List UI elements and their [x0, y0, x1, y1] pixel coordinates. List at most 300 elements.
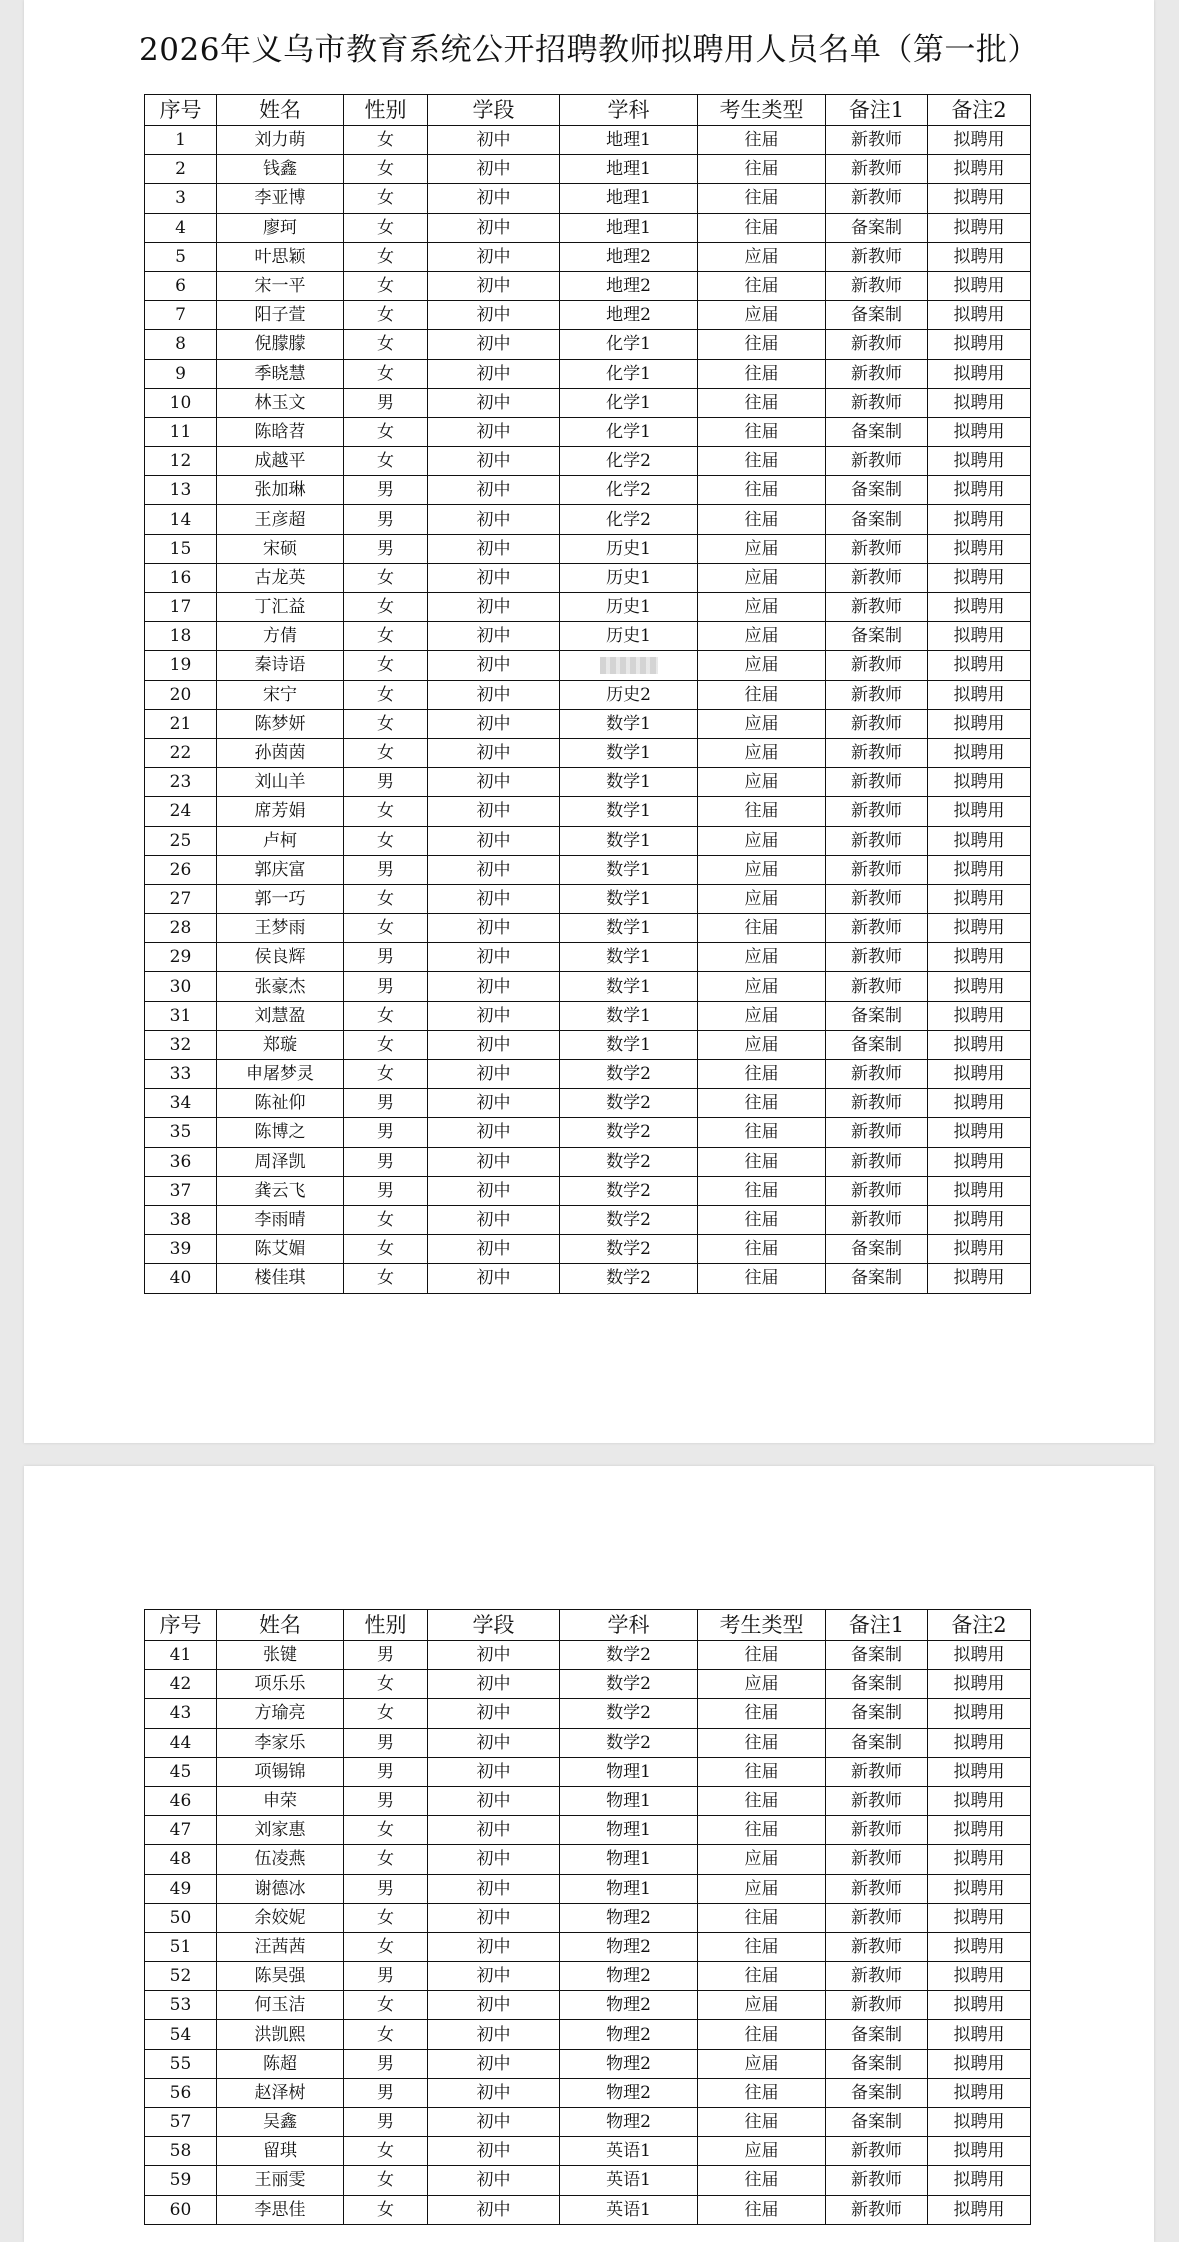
cell-note-2: 拟聘用 — [928, 563, 1031, 592]
table-row — [145, 1030, 1031, 1059]
cell-gender: 女 — [344, 213, 428, 242]
cell-stage: 初中 — [428, 213, 560, 242]
cell-note-2: 拟聘用 — [928, 126, 1031, 155]
cell-no: 38 — [145, 1205, 217, 1234]
cell-gender: 女 — [344, 126, 428, 155]
cell-candidate-type: 往届 — [698, 388, 826, 417]
cell-stage: 初中 — [428, 651, 560, 680]
cell-stage: 初中 — [428, 476, 560, 505]
cell-name: 陈博之 — [217, 1118, 344, 1147]
table-row — [145, 1235, 1031, 1264]
cell-no: 57 — [145, 2108, 217, 2137]
cell-subject: 历史2 — [560, 680, 698, 709]
cell-stage: 初中 — [428, 2078, 560, 2107]
cell-name: 张加琳 — [217, 476, 344, 505]
cell-stage: 初中 — [428, 1699, 560, 1728]
cell-gender: 女 — [344, 417, 428, 446]
cell-name: 余姣妮 — [217, 1903, 344, 1932]
table-row — [145, 242, 1031, 271]
table-row — [145, 330, 1031, 359]
cell-note-2: 拟聘用 — [928, 213, 1031, 242]
cell-gender: 男 — [344, 2078, 428, 2107]
cell-note-1: 新教师 — [826, 826, 928, 855]
cell-candidate-type: 往届 — [698, 2195, 826, 2224]
cell-stage: 初中 — [428, 1962, 560, 1991]
cell-subject: 英语1 — [560, 2166, 698, 2195]
cell-subject: 数学2 — [560, 1118, 698, 1147]
cell-note-2: 拟聘用 — [928, 1699, 1031, 1728]
cell-no: 60 — [145, 2195, 217, 2224]
cell-no: 29 — [145, 943, 217, 972]
cell-name: 陈艾媚 — [217, 1235, 344, 1264]
cell-no: 11 — [145, 417, 217, 446]
cell-candidate-type: 往届 — [698, 1118, 826, 1147]
cell-candidate-type: 往届 — [698, 1728, 826, 1757]
cell-candidate-type: 往届 — [698, 126, 826, 155]
table-row — [145, 709, 1031, 738]
cell-note-1: 新教师 — [826, 388, 928, 417]
table-row — [145, 213, 1031, 242]
cell-candidate-type: 应届 — [698, 1030, 826, 1059]
cell-note-1: 新教师 — [826, 680, 928, 709]
document-page-2 — [24, 1466, 1154, 2242]
header-gender: 性别 — [344, 95, 428, 126]
cell-subject: 物理1 — [560, 1874, 698, 1903]
cell-stage: 初中 — [428, 914, 560, 943]
cell-note-1: 新教师 — [826, 972, 928, 1001]
table-row — [145, 884, 1031, 913]
table-row — [145, 534, 1031, 563]
cell-subject: 物理1 — [560, 1816, 698, 1845]
table-row — [145, 301, 1031, 330]
cell-name: 方倩 — [217, 622, 344, 651]
cell-subject — [560, 651, 698, 680]
cell-candidate-type: 应届 — [698, 2049, 826, 2078]
cell-note-1: 新教师 — [826, 447, 928, 476]
cell-gender: 女 — [344, 1816, 428, 1845]
table-row — [145, 1205, 1031, 1234]
cell-name: 卢柯 — [217, 826, 344, 855]
cell-candidate-type: 往届 — [698, 271, 826, 300]
cell-note-1: 新教师 — [826, 242, 928, 271]
cell-gender: 女 — [344, 301, 428, 330]
cell-gender: 女 — [344, 1699, 428, 1728]
cell-no: 36 — [145, 1147, 217, 1176]
table-row — [145, 1001, 1031, 1030]
cell-gender: 女 — [344, 2137, 428, 2166]
cell-note-1: 新教师 — [826, 593, 928, 622]
cell-name: 陈祉仰 — [217, 1089, 344, 1118]
cell-name: 李亚博 — [217, 184, 344, 213]
cell-gender: 女 — [344, 2195, 428, 2224]
cell-candidate-type: 往届 — [698, 330, 826, 359]
cell-candidate-type: 应届 — [698, 593, 826, 622]
cell-gender: 女 — [344, 651, 428, 680]
cell-note-2: 拟聘用 — [928, 2166, 1031, 2195]
cell-candidate-type: 应届 — [698, 884, 826, 913]
cell-no: 18 — [145, 622, 217, 651]
cell-note-1: 新教师 — [826, 1991, 928, 2020]
table-row — [145, 1728, 1031, 1757]
cell-no: 2 — [145, 155, 217, 184]
page-title: 2026年义乌市教育系统公开招聘教师拟聘用人员名单（第一批） — [139, 32, 1039, 68]
cell-subject: 数学2 — [560, 1264, 698, 1293]
cell-name: 伍凌燕 — [217, 1845, 344, 1874]
cell-no: 55 — [145, 2049, 217, 2078]
cell-note-2: 拟聘用 — [928, 593, 1031, 622]
cell-stage: 初中 — [428, 184, 560, 213]
document-page-1 — [24, 0, 1154, 1443]
cell-no: 49 — [145, 1874, 217, 1903]
cell-name: 刘力萌 — [217, 126, 344, 155]
cell-candidate-type: 应届 — [698, 242, 826, 271]
cell-subject: 物理2 — [560, 2108, 698, 2137]
cell-candidate-type: 应届 — [698, 826, 826, 855]
cell-gender: 男 — [344, 1757, 428, 1786]
cell-stage: 初中 — [428, 1176, 560, 1205]
cell-no: 19 — [145, 651, 217, 680]
cell-note-1: 新教师 — [826, 1962, 928, 1991]
header-note-1: 备注1 — [826, 95, 928, 126]
cell-name: 申荣 — [217, 1786, 344, 1815]
cell-name: 侯良辉 — [217, 943, 344, 972]
cell-note-2: 拟聘用 — [928, 2020, 1031, 2049]
cell-subject: 数学1 — [560, 972, 698, 1001]
cell-candidate-type: 往届 — [698, 1147, 826, 1176]
cell-gender: 女 — [344, 359, 428, 388]
cell-note-2: 拟聘用 — [928, 709, 1031, 738]
cell-no: 46 — [145, 1786, 217, 1815]
table-row — [145, 797, 1031, 826]
cell-note-2: 拟聘用 — [928, 1991, 1031, 2020]
cell-name: 李雨晴 — [217, 1205, 344, 1234]
header-stage: 学段 — [428, 95, 560, 126]
cell-stage: 初中 — [428, 2195, 560, 2224]
cell-no: 3 — [145, 184, 217, 213]
table-row — [145, 2049, 1031, 2078]
table-row — [145, 1147, 1031, 1176]
cell-note-1: 新教师 — [826, 709, 928, 738]
cell-gender: 女 — [344, 1670, 428, 1699]
cell-note-2: 拟聘用 — [928, 1903, 1031, 1932]
cell-gender: 女 — [344, 1903, 428, 1932]
cell-note-1: 备案制 — [826, 1641, 928, 1670]
cell-gender: 男 — [344, 1147, 428, 1176]
cell-gender: 女 — [344, 2166, 428, 2195]
cell-note-2: 拟聘用 — [928, 826, 1031, 855]
cell-name: 洪凯熙 — [217, 2020, 344, 2049]
cell-no: 13 — [145, 476, 217, 505]
header-name: 姓名 — [217, 1610, 344, 1641]
cell-name: 郭一巧 — [217, 884, 344, 913]
cell-gender: 女 — [344, 884, 428, 913]
cell-note-2: 拟聘用 — [928, 330, 1031, 359]
cell-note-2: 拟聘用 — [928, 2108, 1031, 2137]
cell-gender: 女 — [344, 1932, 428, 1961]
cell-candidate-type: 往届 — [698, 213, 826, 242]
cell-subject: 物理1 — [560, 1845, 698, 1874]
cell-note-1: 新教师 — [826, 1118, 928, 1147]
cell-no: 59 — [145, 2166, 217, 2195]
cell-note-2: 拟聘用 — [928, 1728, 1031, 1757]
cell-subject: 化学2 — [560, 447, 698, 476]
cell-candidate-type: 应届 — [698, 622, 826, 651]
cell-name: 古龙英 — [217, 563, 344, 592]
header-note-1: 备注1 — [826, 1610, 928, 1641]
cell-note-2: 拟聘用 — [928, 914, 1031, 943]
header-gender: 性别 — [344, 1610, 428, 1641]
cell-subject: 数学1 — [560, 1001, 698, 1030]
cell-note-2: 拟聘用 — [928, 768, 1031, 797]
cell-subject: 数学1 — [560, 797, 698, 826]
cell-no: 28 — [145, 914, 217, 943]
cell-name: 席芳娟 — [217, 797, 344, 826]
cell-no: 56 — [145, 2078, 217, 2107]
cell-gender: 女 — [344, 1030, 428, 1059]
table-row — [145, 2137, 1031, 2166]
table-row — [145, 914, 1031, 943]
cell-note-2: 拟聘用 — [928, 1205, 1031, 1234]
cell-name: 申屠梦灵 — [217, 1060, 344, 1089]
cell-note-1: 新教师 — [826, 943, 928, 972]
cell-no: 37 — [145, 1176, 217, 1205]
table-row — [145, 1118, 1031, 1147]
cell-subject: 历史1 — [560, 622, 698, 651]
cell-note-2: 拟聘用 — [928, 242, 1031, 271]
cell-stage: 初中 — [428, 972, 560, 1001]
cell-stage: 初中 — [428, 126, 560, 155]
cell-no: 23 — [145, 768, 217, 797]
cell-candidate-type: 往届 — [698, 914, 826, 943]
cell-candidate-type: 应届 — [698, 738, 826, 767]
cell-note-2: 拟聘用 — [928, 2078, 1031, 2107]
cell-no: 17 — [145, 593, 217, 622]
table-row — [145, 1089, 1031, 1118]
cell-subject: 数学1 — [560, 914, 698, 943]
cell-stage: 初中 — [428, 1264, 560, 1293]
cell-candidate-type: 往届 — [698, 1816, 826, 1845]
cell-name: 张键 — [217, 1641, 344, 1670]
cell-subject: 地理2 — [560, 242, 698, 271]
cell-stage: 初中 — [428, 2137, 560, 2166]
cell-gender: 女 — [344, 1991, 428, 2020]
cell-gender: 男 — [344, 1089, 428, 1118]
cell-note-2: 拟聘用 — [928, 2049, 1031, 2078]
cell-candidate-type: 应届 — [698, 301, 826, 330]
cell-subject: 地理1 — [560, 213, 698, 242]
header-note-2: 备注2 — [928, 95, 1031, 126]
cell-no: 12 — [145, 447, 217, 476]
cell-no: 27 — [145, 884, 217, 913]
cell-gender: 男 — [344, 476, 428, 505]
cell-subject: 数学1 — [560, 768, 698, 797]
cell-subject: 物理2 — [560, 2078, 698, 2107]
cell-name: 季晓慧 — [217, 359, 344, 388]
cell-gender: 男 — [344, 972, 428, 1001]
cell-subject: 化学1 — [560, 388, 698, 417]
cell-subject: 数学1 — [560, 738, 698, 767]
cell-note-1: 新教师 — [826, 1786, 928, 1815]
cell-candidate-type: 往届 — [698, 2020, 826, 2049]
cell-stage: 初中 — [428, 155, 560, 184]
cell-note-2: 拟聘用 — [928, 534, 1031, 563]
cell-no: 4 — [145, 213, 217, 242]
cell-note-1: 新教师 — [826, 1205, 928, 1234]
cell-subject: 地理1 — [560, 184, 698, 213]
cell-name: 谢德冰 — [217, 1874, 344, 1903]
cell-gender: 女 — [344, 797, 428, 826]
cell-stage: 初中 — [428, 1932, 560, 1961]
cell-note-1: 备案制 — [826, 2078, 928, 2107]
table-row — [145, 1874, 1031, 1903]
cell-note-2: 拟聘用 — [928, 476, 1031, 505]
cell-subject: 化学1 — [560, 330, 698, 359]
cell-subject: 历史1 — [560, 593, 698, 622]
header-note-2: 备注2 — [928, 1610, 1031, 1641]
cell-gender: 女 — [344, 1001, 428, 1030]
cell-note-1: 新教师 — [826, 155, 928, 184]
cell-stage: 初中 — [428, 622, 560, 651]
table-row — [145, 505, 1031, 534]
cell-name: 刘家惠 — [217, 1816, 344, 1845]
cell-no: 30 — [145, 972, 217, 1001]
cell-stage: 初中 — [428, 855, 560, 884]
cell-name: 陈超 — [217, 2049, 344, 2078]
cell-no: 51 — [145, 1932, 217, 1961]
cell-subject: 地理2 — [560, 301, 698, 330]
cell-note-1: 备案制 — [826, 417, 928, 446]
cell-note-1: 新教师 — [826, 1147, 928, 1176]
cell-stage: 初中 — [428, 1147, 560, 1176]
cell-note-2: 拟聘用 — [928, 505, 1031, 534]
cell-candidate-type: 往届 — [698, 1060, 826, 1089]
cell-no: 24 — [145, 797, 217, 826]
cell-stage: 初中 — [428, 330, 560, 359]
cell-gender: 男 — [344, 855, 428, 884]
cell-note-1: 备案制 — [826, 2108, 928, 2137]
cell-note-2: 拟聘用 — [928, 622, 1031, 651]
cell-subject: 数学2 — [560, 1699, 698, 1728]
table-row — [145, 1641, 1031, 1670]
cell-note-1: 新教师 — [826, 1060, 928, 1089]
cell-gender: 男 — [344, 505, 428, 534]
cell-name: 项乐乐 — [217, 1670, 344, 1699]
table-row — [145, 1264, 1031, 1293]
cell-gender: 男 — [344, 1962, 428, 1991]
cell-subject: 数学2 — [560, 1235, 698, 1264]
cell-note-1: 备案制 — [826, 2020, 928, 2049]
cell-note-1: 新教师 — [826, 1816, 928, 1845]
cell-gender: 男 — [344, 1176, 428, 1205]
table-row — [145, 447, 1031, 476]
cell-note-1: 备案制 — [826, 622, 928, 651]
cell-name: 郑璇 — [217, 1030, 344, 1059]
cell-stage: 初中 — [428, 1903, 560, 1932]
cell-note-1: 新教师 — [826, 271, 928, 300]
cell-note-1: 新教师 — [826, 1903, 928, 1932]
cell-subject: 数学1 — [560, 826, 698, 855]
cell-name: 宋宁 — [217, 680, 344, 709]
cell-name: 赵泽树 — [217, 2078, 344, 2107]
cell-note-1: 新教师 — [826, 1176, 928, 1205]
table-row — [145, 1903, 1031, 1932]
cell-name: 钱鑫 — [217, 155, 344, 184]
cell-gender: 男 — [344, 388, 428, 417]
table-row — [145, 622, 1031, 651]
cell-note-2: 拟聘用 — [928, 1147, 1031, 1176]
cell-note-2: 拟聘用 — [928, 1176, 1031, 1205]
cell-no: 26 — [145, 855, 217, 884]
cell-candidate-type: 应届 — [698, 943, 826, 972]
cell-note-2: 拟聘用 — [928, 1030, 1031, 1059]
cell-note-2: 拟聘用 — [928, 972, 1031, 1001]
cell-candidate-type: 应届 — [698, 972, 826, 1001]
cell-subject: 化学1 — [560, 417, 698, 446]
cell-note-2: 拟聘用 — [928, 1001, 1031, 1030]
cell-note-2: 拟聘用 — [928, 359, 1031, 388]
cell-gender: 男 — [344, 1641, 428, 1670]
cell-candidate-type: 应届 — [698, 563, 826, 592]
header-candidate-type: 考生类型 — [698, 95, 826, 126]
cell-stage: 初中 — [428, 1728, 560, 1757]
cell-no: 31 — [145, 1001, 217, 1030]
cell-gender: 女 — [344, 242, 428, 271]
cell-gender: 男 — [344, 943, 428, 972]
table-row — [145, 2108, 1031, 2137]
cell-subject: 化学2 — [560, 476, 698, 505]
cell-stage: 初中 — [428, 1001, 560, 1030]
cell-candidate-type: 往届 — [698, 184, 826, 213]
cell-candidate-type: 应届 — [698, 1845, 826, 1874]
cell-subject: 地理1 — [560, 155, 698, 184]
cell-subject: 物理2 — [560, 1991, 698, 2020]
cell-name: 李思佳 — [217, 2195, 344, 2224]
cell-subject: 化学1 — [560, 359, 698, 388]
cell-note-1: 备案制 — [826, 1699, 928, 1728]
cell-no: 16 — [145, 563, 217, 592]
cell-note-1: 新教师 — [826, 534, 928, 563]
table-row — [145, 738, 1031, 767]
cell-stage: 初中 — [428, 1235, 560, 1264]
cell-no: 40 — [145, 1264, 217, 1293]
cell-no: 42 — [145, 1670, 217, 1699]
cell-subject: 数学2 — [560, 1641, 698, 1670]
cell-gender: 男 — [344, 2108, 428, 2137]
cell-note-1: 备案制 — [826, 1728, 928, 1757]
cell-note-1: 新教师 — [826, 563, 928, 592]
cell-subject: 历史1 — [560, 563, 698, 592]
cell-subject: 数学2 — [560, 1670, 698, 1699]
cell-note-2: 拟聘用 — [928, 184, 1031, 213]
cell-gender: 女 — [344, 1235, 428, 1264]
cell-subject: 地理2 — [560, 271, 698, 300]
cell-name: 张豪杰 — [217, 972, 344, 1001]
cell-name: 阳子萱 — [217, 301, 344, 330]
cell-stage: 初中 — [428, 2020, 560, 2049]
cell-stage: 初中 — [428, 417, 560, 446]
cell-gender: 女 — [344, 2020, 428, 2049]
cell-note-2: 拟聘用 — [928, 417, 1031, 446]
table-row — [145, 563, 1031, 592]
cell-name: 叶思颖 — [217, 242, 344, 271]
cell-no: 7 — [145, 301, 217, 330]
cell-stage: 初中 — [428, 768, 560, 797]
cell-gender: 女 — [344, 563, 428, 592]
table-row — [145, 155, 1031, 184]
cell-stage: 初中 — [428, 1205, 560, 1234]
cell-candidate-type: 往届 — [698, 1962, 826, 1991]
cell-subject: 物理2 — [560, 1962, 698, 1991]
